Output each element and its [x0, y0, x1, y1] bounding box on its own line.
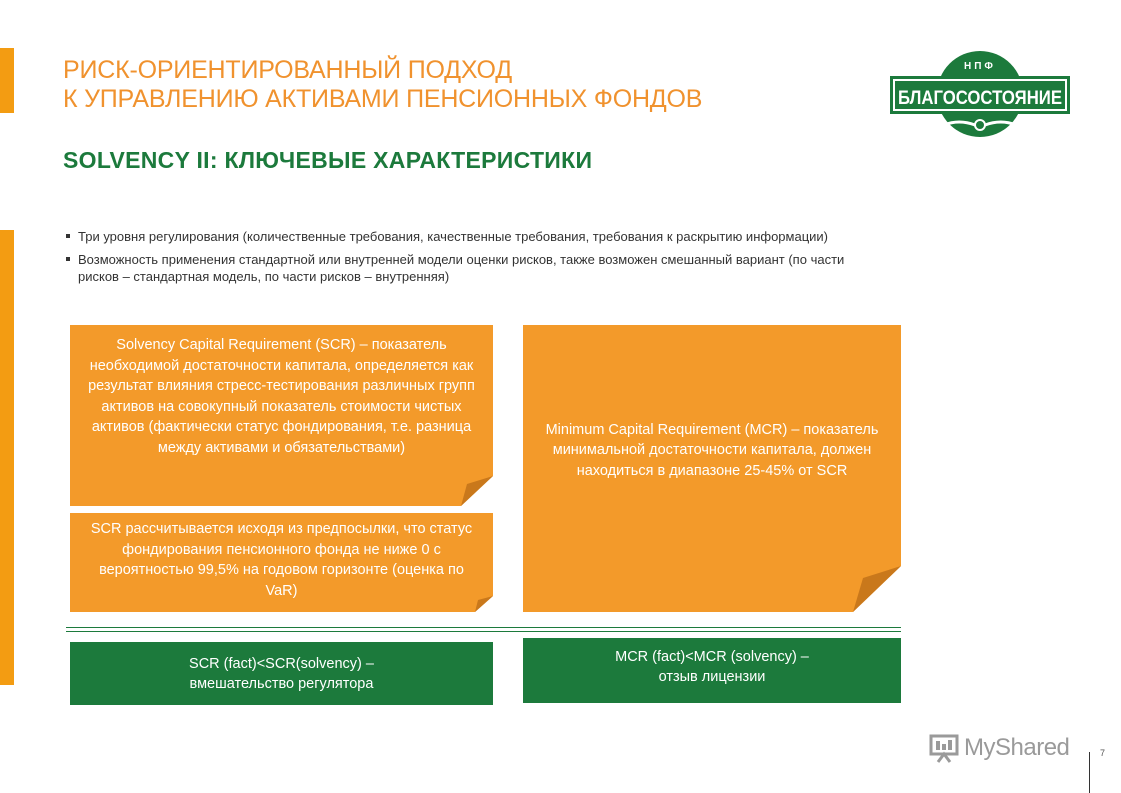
divider-line-bottom	[66, 631, 901, 632]
page-title-line-1: РИСК-ОРИЕНТИРОВАННЫЙ ПОДХОД	[63, 56, 512, 84]
page-number: 7	[1100, 748, 1106, 758]
watermark-text: MyShared	[964, 734, 1070, 761]
page-title	[63, 56, 843, 114]
watermark	[928, 730, 1088, 766]
scr-assumption-card	[70, 513, 493, 612]
page-fold-icon	[461, 476, 493, 506]
scr-assumption-text: SCR рассчитывается исходя из предпосылки, что статус фондирования пенсионного фонда не ниже 0 с вероятностью 99,5% на годовом горизонте (оценка по VaR)	[90, 521, 473, 599]
page-fold-icon	[475, 596, 493, 612]
bullet-item-regulation-levels: Три уровня регулирования (количественные требования, качественные требования, требования к раскрытию информации)	[66, 228, 846, 245]
scr-outcome-box	[70, 642, 493, 705]
bullet-item-risk-models: Возможность применения стандартной или внутренней модели оценки рисков, также возможен смешанный вариант (по части рисков – стандартная модель, по части рисков – внутренняя)	[66, 251, 846, 285]
mcr-outcome-line-2: отзыв лицензии	[658, 668, 766, 685]
accent-bar-top	[0, 48, 14, 113]
accent-bar-middle	[0, 230, 14, 685]
scr-outcome-line-1: SCR (fact)<SCR(solvency) –	[189, 655, 374, 672]
scr-card-text: Solvency Capital Requirement (SCR) – показатель необходимой достаточности капитала, определяется как результат влияния стресс-тестирования различных групп активов на совокупный показатель стоимости чистых активов (фактически статус фондирования, т.е. разница между активами и обязательствами)	[88, 337, 475, 456]
mcr-outcome-box	[523, 638, 901, 703]
mcr-card	[523, 325, 901, 612]
page-fold-icon	[853, 566, 901, 612]
page-number-rule	[1089, 752, 1090, 793]
scr-card	[70, 325, 493, 506]
divider-line-top	[66, 627, 901, 628]
page-title-line-2: К УПРАВЛЕНИЮ АКТИВАМИ ПЕНСИОННЫХ ФОНДОВ	[63, 85, 703, 113]
logo-top-text: НПФ	[964, 61, 996, 72]
mcr-card-text: Minimum Capital Requirement (MCR) – показатель минимальной достаточности капитала, должен находиться в диапазоне 25-45% от SCR	[545, 421, 879, 479]
section-subtitle: SOLVENCY II: КЛЮЧЕВЫЕ ХАРАКТЕРИСТИКИ	[63, 147, 593, 173]
logo-name-text: БЛАГОСОСТОЯНИЕ	[898, 88, 1062, 109]
bullet-list	[66, 228, 846, 291]
npf-logo	[889, 49, 1071, 139]
mcr-outcome-line-1: MCR (fact)<MCR (solvency) –	[615, 648, 809, 665]
scr-outcome-line-2: вмешательство регулятора	[189, 675, 374, 692]
presentation-board-icon	[928, 732, 960, 764]
